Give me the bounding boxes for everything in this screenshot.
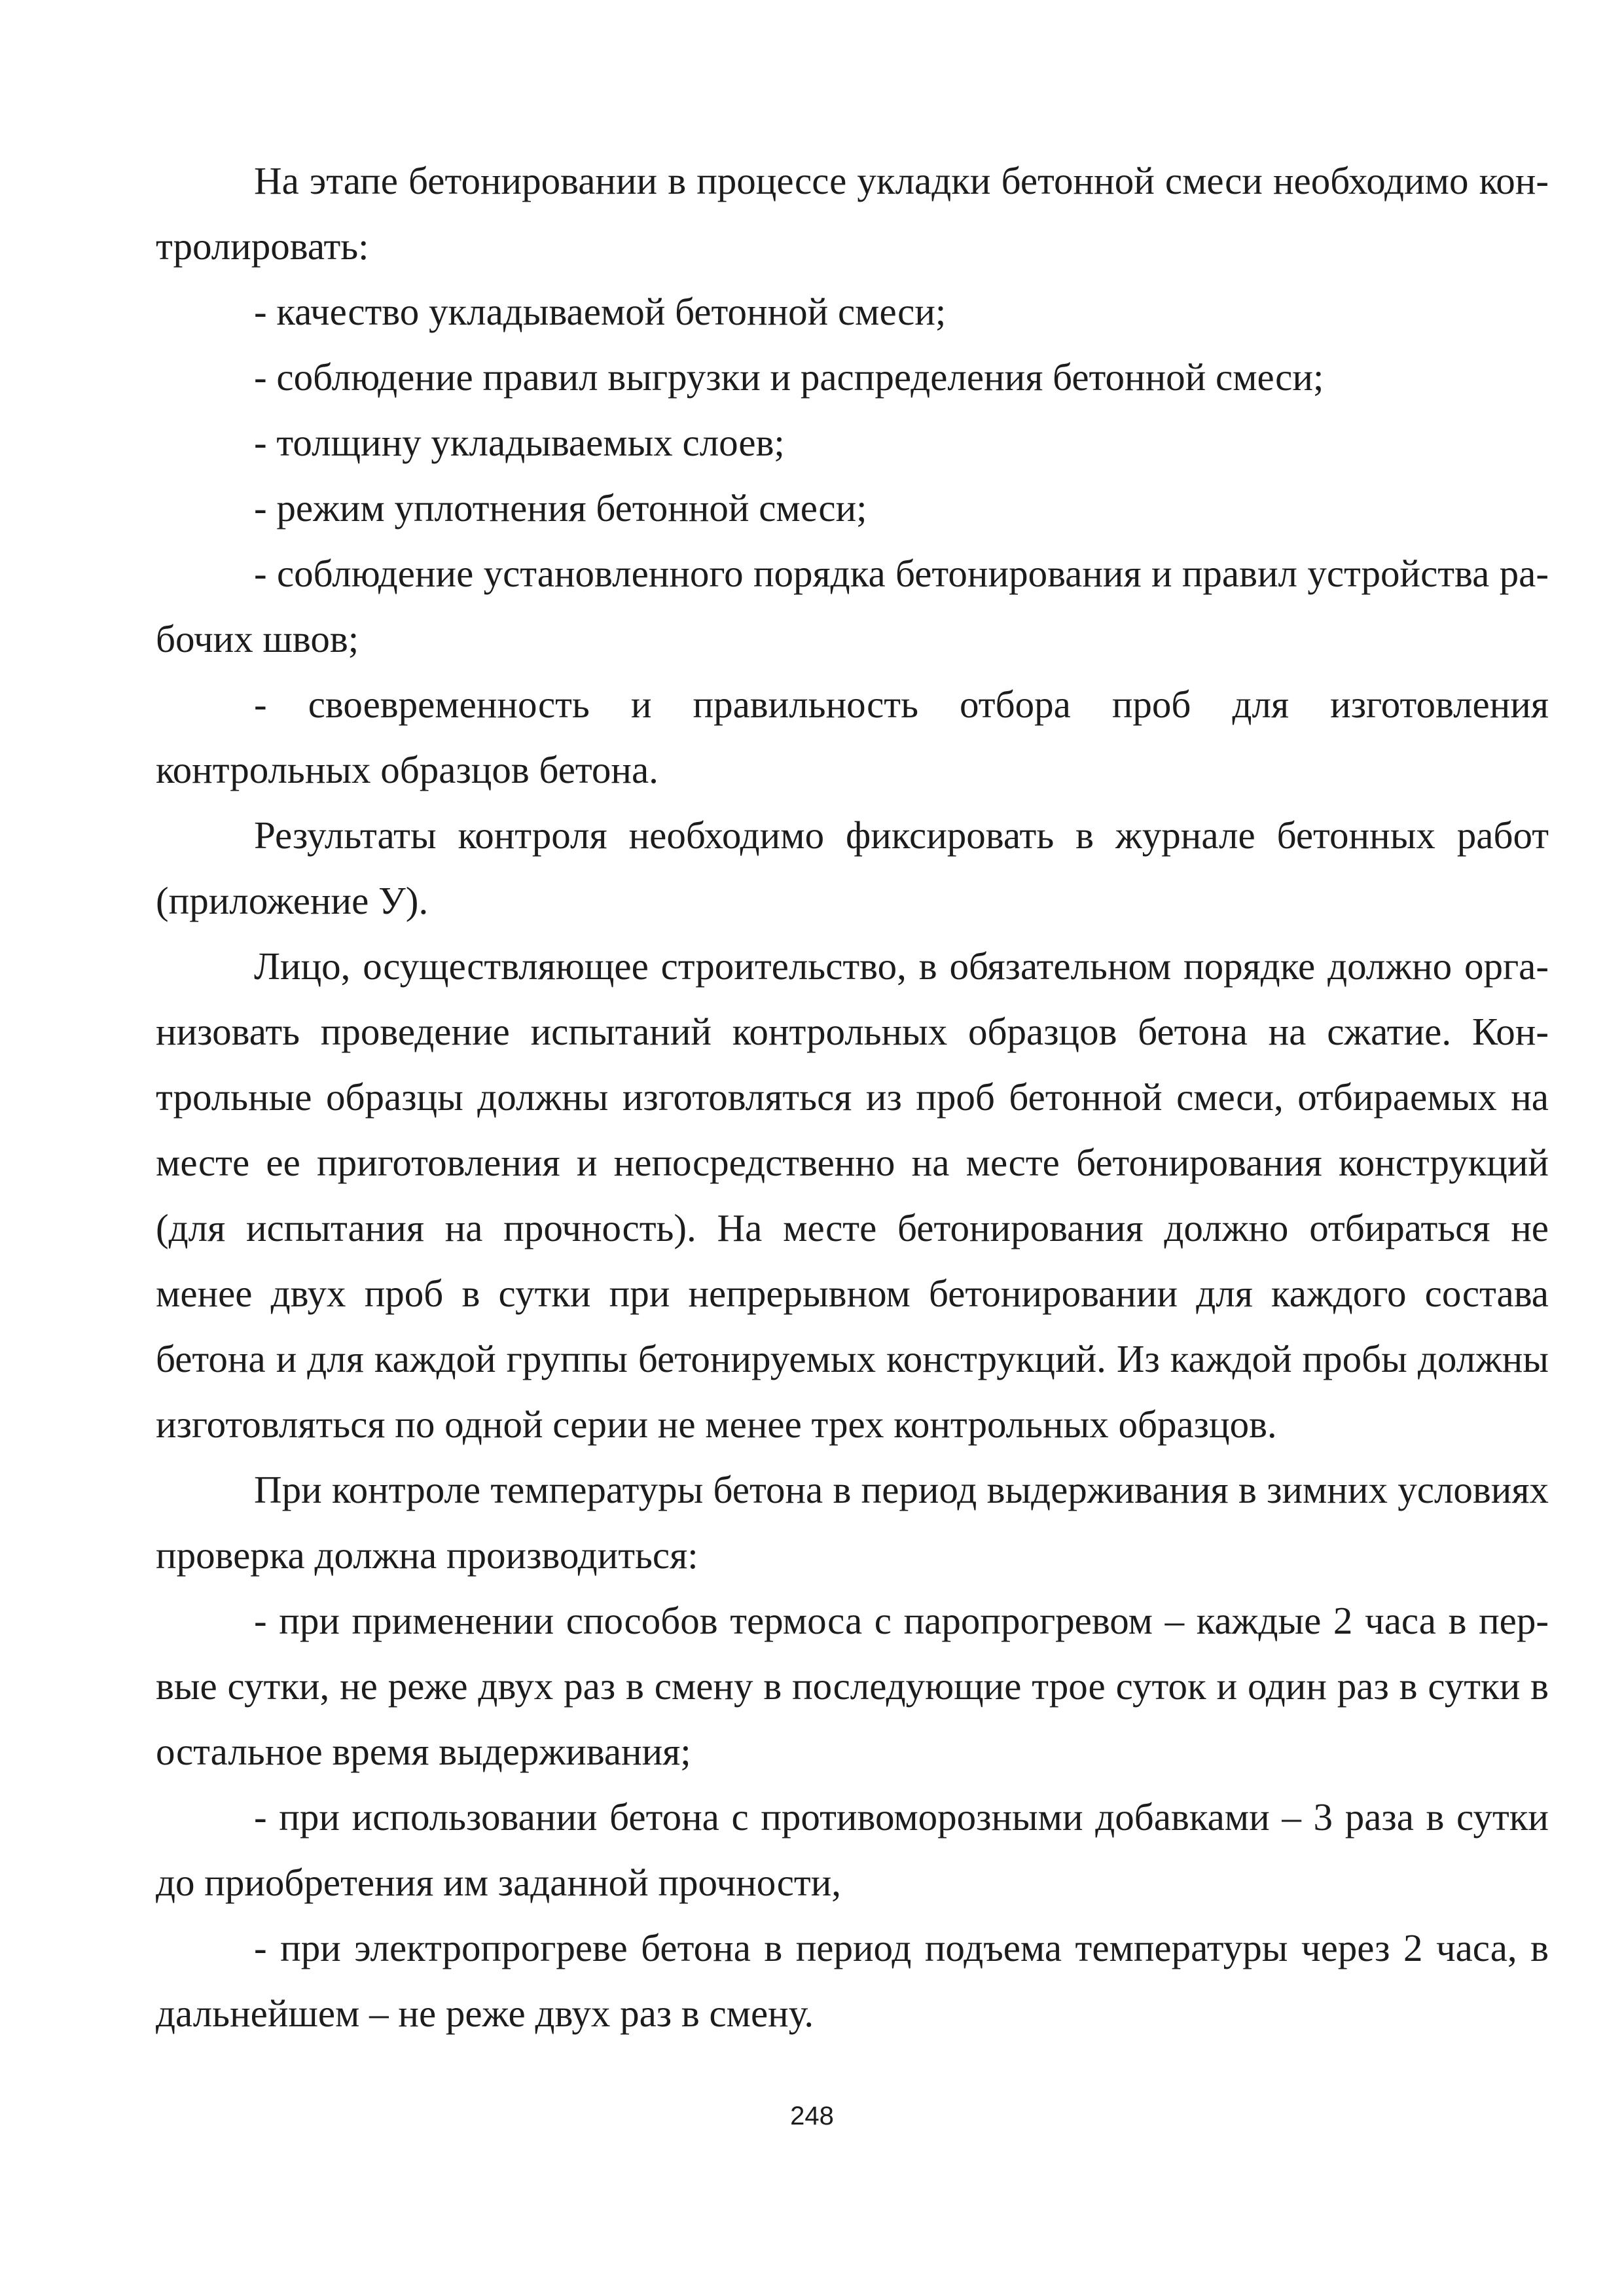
page-number: 248: [790, 2102, 834, 2130]
paragraph-results-log: Результаты контроля необходимо фиксировать в журнале бетонных работ (приложение У).: [156, 814, 1549, 922]
paragraph-intro: На этапе бетонировании в процессе укладки бетонной смеси необходимо контролировать:: [156, 159, 1549, 268]
paragraph-compression-tests: Лицо, осуществляющее строительство, в обязательном порядке должно организовать проведение испытаний контрольных образцов бетона на сжатие. Контрольные образцы должны изготовляться из проб бетонной смеси, отбираемых на месте ее приготовления и непосредственно на месте бетонирования конструкций (для испытания на прочность). На месте бетонирования должно отбираться не менее двух проб в сутки при непрерывном бетонировании для каждого состава бетона и для каждой группы бетонируемых конструкций. Из каждой пробы должны изготовляться по одной серии не менее трех контрольных образцов.: [156, 944, 1549, 1446]
list-item-concreting-order: - соблюдение установленного порядка бетонирования и правил устройства рабочих швов;: [156, 552, 1549, 660]
list-item-compaction-mode: - режим уплотнения бетонной смеси;: [254, 486, 867, 529]
paragraph-temperature-control: При контроле температуры бетона в период выдерживания в зимних условиях проверка должна производиться:: [156, 1468, 1549, 1577]
list-item-thermos-steam: - при применении способов термоса с паропрогревом – каждые 2 часа в первые сутки, не реже двух раз в смену в последующие трое суток и один раз в сутки в остальное время выдерживания;: [156, 1599, 1549, 1773]
list-item-antifreeze-additives: - при использовании бетона с противоморозными добавками – 3 раза в сутки до приобретения им заданной прочности,: [156, 1795, 1549, 1904]
list-item-sampling: - своевременность и правильность отбора проб для изготовления контрольных образцов бетона.: [156, 683, 1549, 791]
list-item-electric-heating: - при электропрогреве бетона в период подъема температуры через 2 часа, в дальнейшем – не реже двух раз в смену.: [156, 1926, 1549, 2035]
list-item-layer-thickness: - толщину укладываемых слоев;: [254, 421, 785, 464]
document-body: [156, 148, 1549, 2046]
list-item-mix-quality: - качество укладываемой бетонной смеси;: [254, 290, 947, 333]
list-item-unloading-rules: - соблюдение правил выгрузки и распределения бетонной смеси;: [254, 355, 1324, 399]
